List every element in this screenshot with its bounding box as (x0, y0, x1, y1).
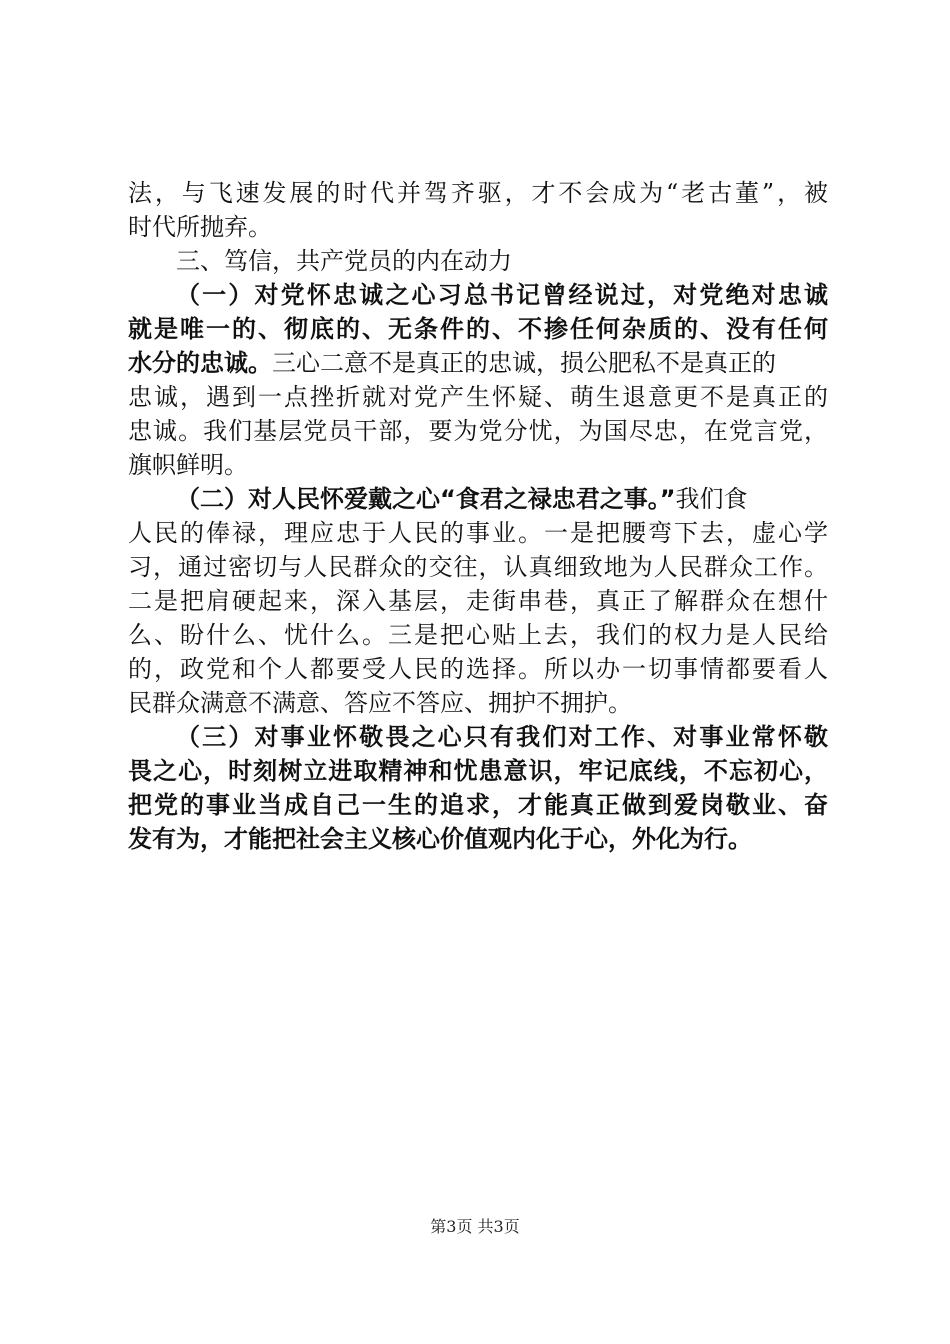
text-line: 人民的俸禄，理应忠于人民的事业。一是把腰弯下去，虚心学 (128, 519, 828, 547)
text-line: 么、盼什么、忧什么。三是把心贴上去，我们的权力是人民给 (128, 621, 828, 649)
mixed-line (128, 346, 828, 380)
mixed-line (176, 482, 828, 516)
subheading-line: （一）对党怀忠诚之心习总书记曾经说过，对党绝对忠诚 (176, 281, 828, 309)
subheading-line: 就是唯一的、彻底的、无条件的、不掺任何杂质的、没有任何 (128, 315, 828, 343)
text-line: 忠诚。我们基层党员干部，要为党分忧，为国尽忠，在党言党， (128, 417, 828, 445)
text-line: 习，通过密切与人民群众的交往，认真细致地为人民群众工作。 (128, 553, 828, 581)
text-line: 的，政党和个人都要受人民的选择。所以办一切事情都要看人 (128, 655, 828, 683)
subheading-line: （三）对事业怀敬畏之心只有我们对工作、对事业常怀敬 (176, 723, 828, 751)
bold-line: 把党的事业当成自己一生的追求，才能真正做到爱岗敬业、奋 (128, 791, 828, 819)
text-line: 民群众满意不满意、答应不答应、拥护不拥护。 (128, 689, 632, 717)
text-line: 二是把肩硬起来，深入基层，走街串巷，真正了解群众在想什 (128, 587, 828, 615)
text-line: 时代所抛弃。 (128, 213, 272, 241)
bold-line: 畏之心，时刻树立进取精神和忧患意识，牢记底线，不忘初心， (128, 757, 828, 785)
bold-segment: （二）对人民怀爱戴之心“食君之禄忠君之事。” (176, 485, 676, 513)
normal-segment: 我们食 (675, 485, 748, 513)
text-line: 旗帜鲜明。 (128, 451, 248, 479)
text-line: 忠诚，遇到一点挫折就对党产生怀疑、萌生退意更不是真正的 (128, 383, 828, 411)
page-footer: 第3页 共3页 (430, 1217, 520, 1236)
text-line: 法，与飞速发展的时代并驾齐驱，才不会成为“老古董”，被 (128, 179, 828, 207)
bold-line: 发有为，才能把社会主义核心价值观内化于心，外化为行。 (128, 825, 752, 853)
section-heading: 三、笃信，共产党员的内在动力 (176, 247, 512, 275)
normal-segment: 三心二意不是真正的忠诚，损公肥私不是真正的 (272, 349, 776, 377)
bold-segment: 水分的忠诚。 (128, 349, 272, 377)
